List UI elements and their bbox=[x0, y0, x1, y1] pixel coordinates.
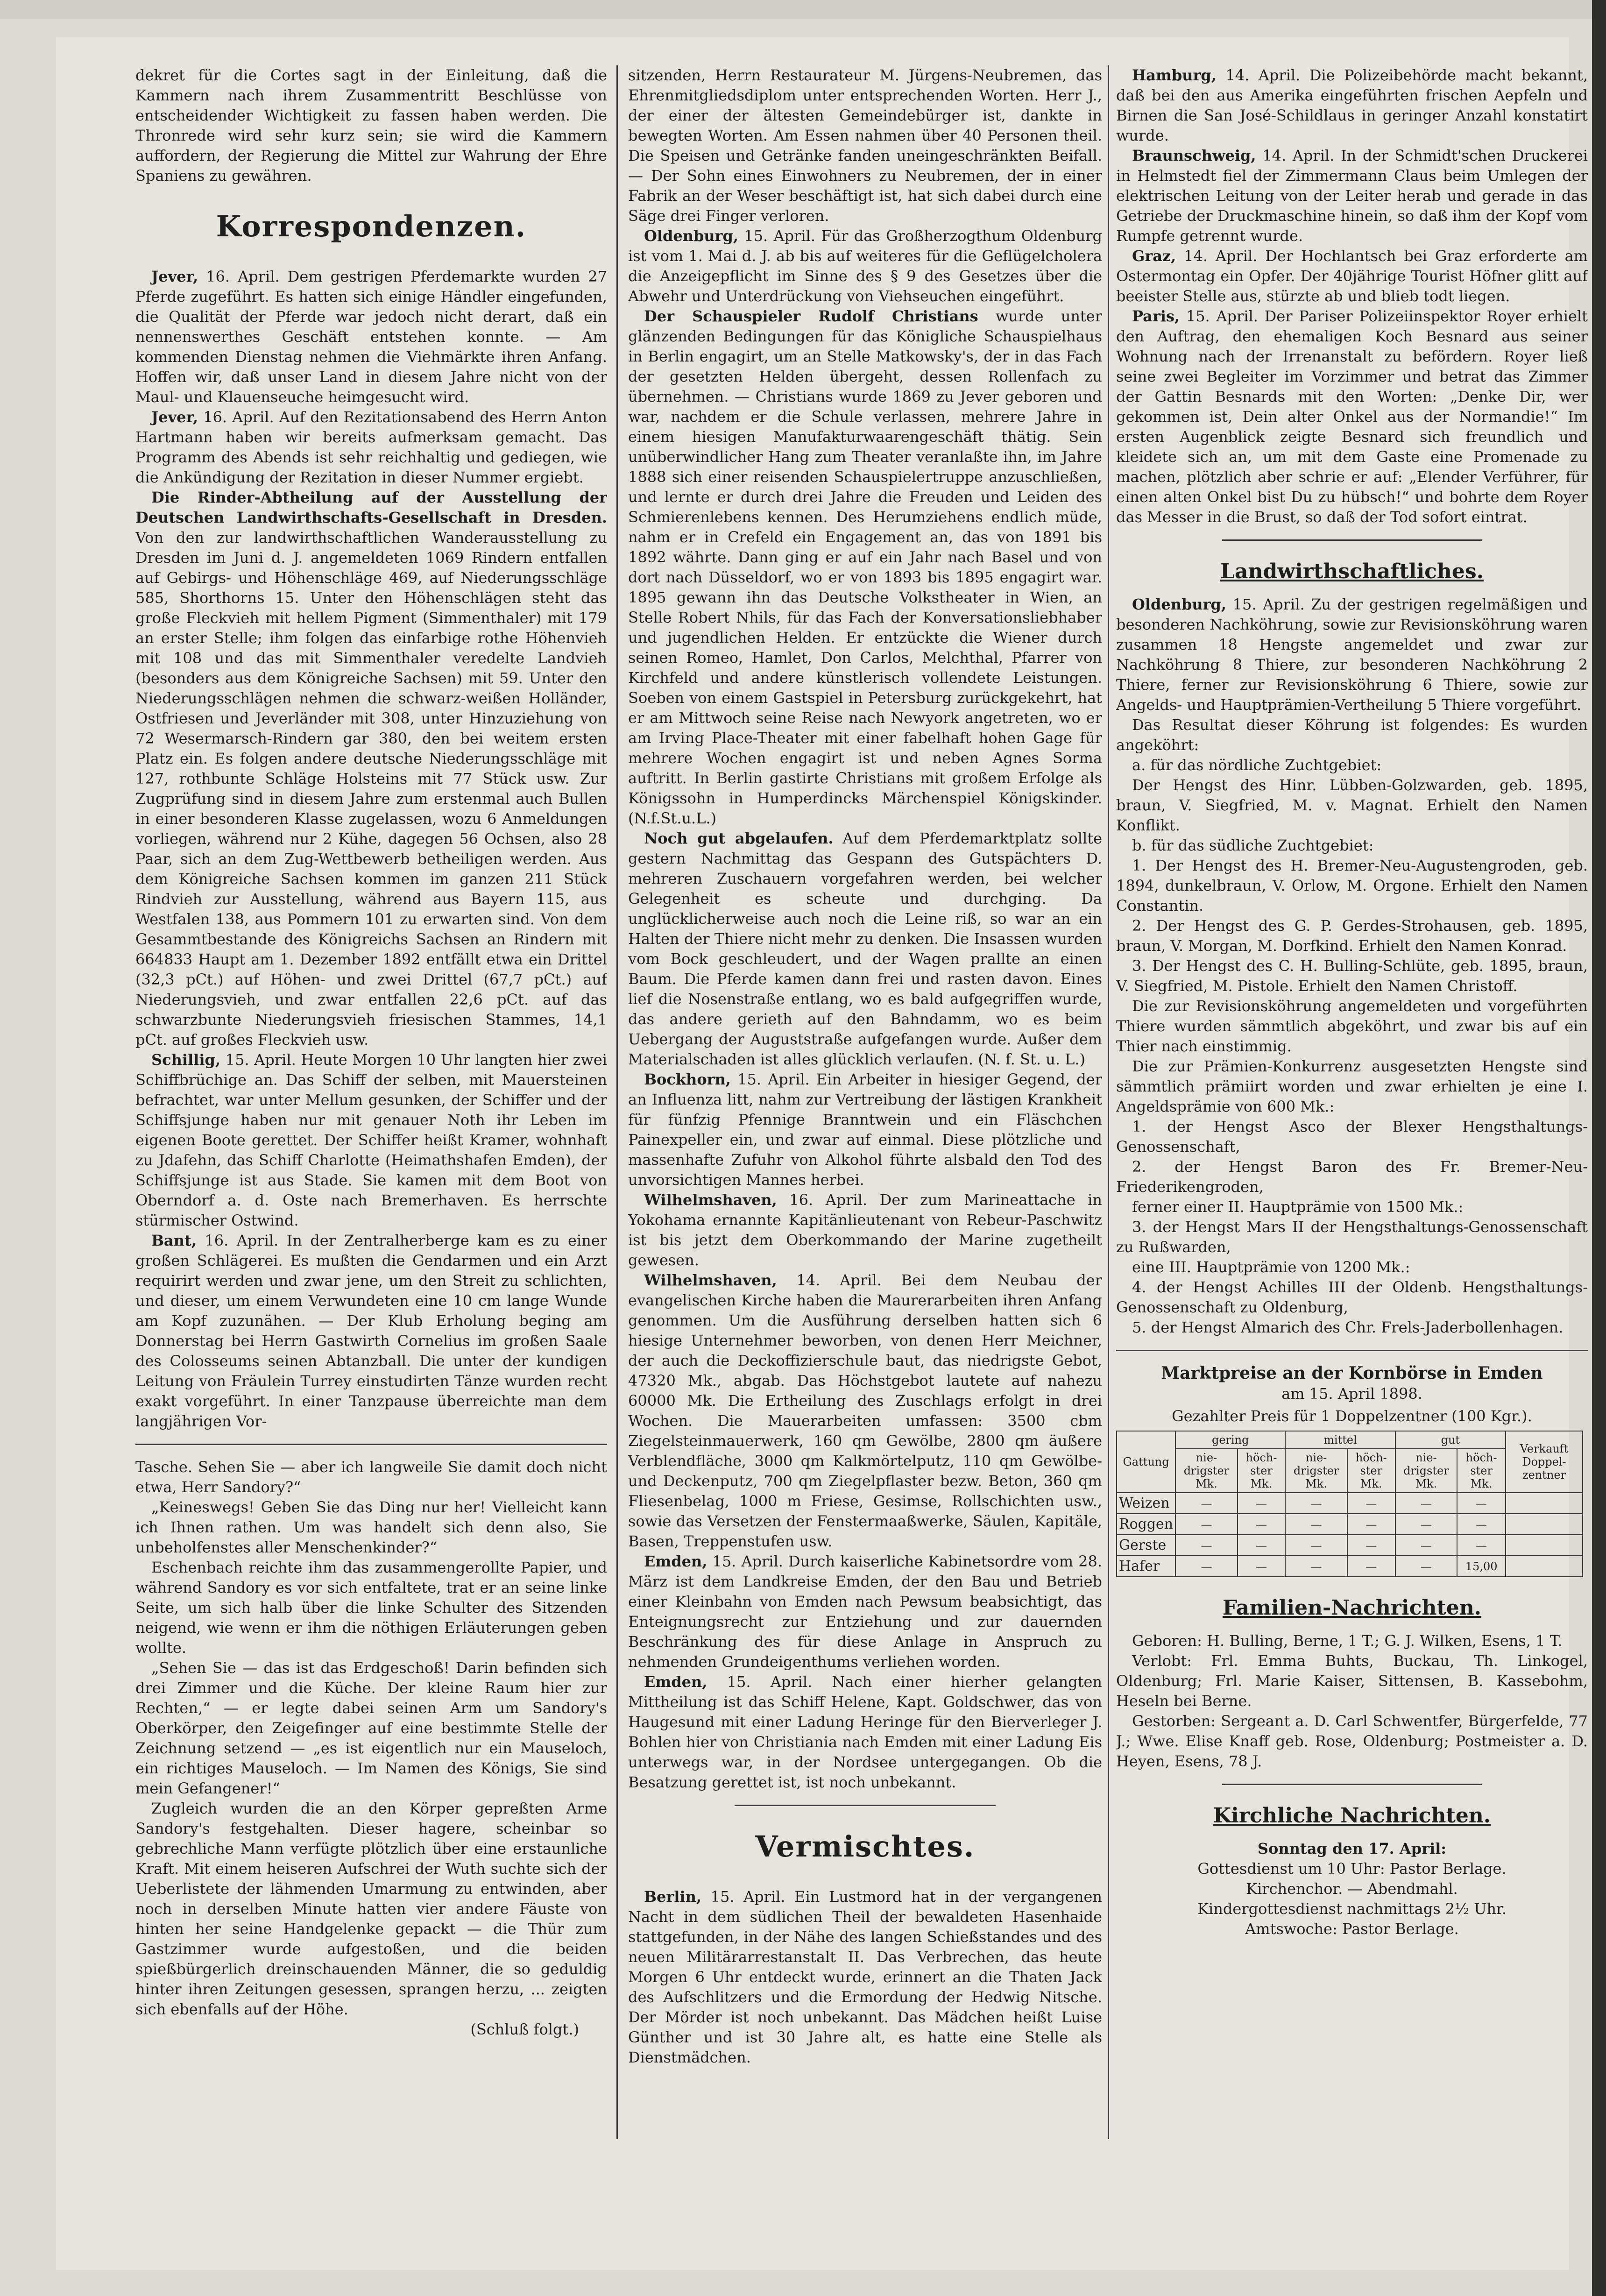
result-line: Das Resultat dieser Köhrung ist folgendes: Es wurden angeköhrt: bbox=[1116, 716, 1588, 754]
continued-note: (Schluß folgt.) bbox=[470, 2020, 579, 2038]
church-line: Gottesdienst um 10 Uhr: Pastor Berlage. bbox=[1197, 1860, 1507, 1878]
article: Emden, 15. April. Nach einer hierher gelangten Mittheilung ist das Schiff Helene, Kapt. Goldschwer, das von Haugesund mit einer Ladung Heringe für den Bierverleger J. Bohlen hier von Christiania nach Emden mit einer Ladung Eis unterwegs war, in der Nordsee untergegangen. Ob die Besatzung gerettet ist, ist noch unbekannt. bbox=[628, 1673, 1102, 1791]
family-entry: Verlobt: Frl. Emma Buhts, Buckau, Th. Linkogel, Oldenburg; Frl. Marie Kaiser, Sittensen, B. Kassebohm, Heseln bei Berne. bbox=[1116, 1652, 1588, 1710]
section-heading: Landwirthschaftliches. bbox=[1220, 560, 1484, 583]
church-line: Kindergottesdienst nachmittags 2½ Uhr. bbox=[1197, 1900, 1507, 1918]
column-3 bbox=[1116, 65, 1588, 2261]
result-line: 1. der Hengst Asco der Blexer Hengsthaltungs-Genossenschaft, bbox=[1116, 1118, 1588, 1155]
church-line: Kirchenchor. — Abendmahl. bbox=[1246, 1880, 1458, 1898]
column-rule bbox=[1108, 65, 1109, 2139]
th-high: höchster Mk. bbox=[1457, 1449, 1506, 1493]
article: Hamburg, 14. April. Die Polizeibehörde macht bekannt, daß bei den aus Amerika eingeführten frischen Aepfeln und Birnen die San José-Schildlaus in geringer Anzahl konstatirt wurde. bbox=[1116, 66, 1588, 144]
article: Wilhelmshaven, 14. April. Bei dem Neubau der evangelischen Kirche haben die Maurerarbeiten ihren Anfang genommen. Um die Ausführung derselben hatten sich 6 hiesige Unternehmer beworben, von denen Herr Meichner, der auch die Deckoffizierschule baut, das niedrigste Gebot, 47320 Mk., abgab. Das Höchstgebot lautete auf nahezu 60000 Mk. Die Ertheilung des Zuschlags erfolgt in drei Wochen. Die Mauerarbeiten umfassen: 3500 cbm Ziegelsteinmauerwerk, 160 qm Gewölbe, 2800 qm äußere Verblendfläche, 3000 qm Kalkmörtelputz, 110 qm Gewölbe- und Deckenputz, 700 qm Ziegelpflaster bezw. Beton, 360 qm Fliesenbelag, 1000 m Friese, Gesimse, Rollschichten usw., sowie das Versetzen der Fenstermaaßwerke, Säulen, Kapitäle, Basen, Treppenstufen usw. bbox=[628, 1271, 1102, 1550]
feuilleton-paragraph: Zugleich wurden die an den Körper gepreßten Arme Sandory's festgehalten. Dieser hagere, scheinbar so gebrechliche Mann verfügte plötzlich über eine erstaunliche Kraft. Mit einem heiseren Aufschrei der Wuth suchte sich der Ueberlistete der lähmenden Umarmung zu entwinden, aber noch in derselben Minute hatten vier andere Fäuste von hinten her seine Handgelenke gepackt — die Thür zum Gastzimmer wurde aufgestoßen, und die beiden spießbürgerlich dreinschauenden Männer, die so geduldig hinter ihren Zeitungen gesessen, sprangen herzu, ... zeigten sich ebenfalls auf der Höhe. bbox=[135, 1800, 607, 2018]
section-rule bbox=[1116, 1350, 1588, 1351]
result-line: 2. Der Hengst des G. P. Gerdes-Strohausen, geb. 1895, braun, V. Morgan, M. Dorfkind. Erhielt den Namen Konrad. bbox=[1116, 917, 1588, 955]
column-rule bbox=[616, 65, 618, 2139]
result-line: 3. Der Hengst des C. H. Bulling-Schlüte, geb. 1895, braun, V. Siegfried, M. Pistole. Erhielt den Namen Christoff. bbox=[1116, 957, 1588, 995]
article: Bockhorn, 15. April. Ein Arbeiter in hiesiger Gegend, der an Influenza litt, nahm zur Vertreibung der lästigen Krankheit für fünfzig Pfennige Branntwein und ein Fläschchen Painexpeller ein, und zwar auf einmal. Diese plötzliche und massenhafte Zufuhr von Alkohol führte alsbald den Tod des unvorsichtigen Mannes herbei. bbox=[628, 1070, 1102, 1189]
scan-top-edge bbox=[0, 0, 1606, 19]
intro-paragraph: dekret für die Cortes sagt in der Einleitung, daß die Kammern nach ihrem Zusammentritt Beschlüsse von entscheidender Wichtigkeit zu fassen haben werden. Die Thronrede wird sehr kurz sein; sie wird die Kammern auffordern, der Regierung die Mittel zur Wahrung der Ehre Spaniens zu gewähren. bbox=[135, 66, 607, 184]
article: Oldenburg, 15. April. Zu der gestrigen regelmäßigen und besonderen Nachköhrung, sowie zur Revisionsköhrung waren zusammen 18 Hengste angemeldet und zwar zur Nachköhrung 8 Thiere, zur besonderen Nachköhrung 2 Thiere, ferner zur Revisionsköhrung 6 Thiere, sowie zur Angelds- und Hauptprämien-Vertheilung 5 Thiere vorgeführt. bbox=[1116, 595, 1588, 714]
result-line: 1. Der Hengst des H. Bremer-Neu-Augustengroden, geb. 1894, dunkelbraun, V. Orlow, M. Orgone. Erhielt den Namen Constantin. bbox=[1116, 857, 1588, 914]
market-subtitle: Gezahlter Preis für 1 Doppelzentner (100 Kgr.). bbox=[1172, 1407, 1532, 1425]
th-low: niedrigster Mk. bbox=[1395, 1449, 1457, 1493]
scan-right-edge bbox=[1592, 0, 1606, 2296]
section-rule bbox=[735, 1805, 995, 1806]
feuilleton-rule bbox=[135, 1444, 607, 1445]
article: Oldenburg, 15. April. Für das Großherzogthum Oldenburg ist vom 1. Mai d. J. ab bis auf weiteres für die Geflügelcholera die Anzeigepflicht im Sinne des § 9 des Gesetzes über die Abwehr und Unterdrückung von Viehseuchen eingeführt. bbox=[628, 227, 1102, 305]
result-line: 2. der Hengst Baron des Fr. Bremer-Neu-Friederikengroden, bbox=[1116, 1158, 1588, 1196]
article: Jever, 16. April. Auf den Rezitationsabend des Herrn Anton Hartmann haben wir bereits aufmerksam gemacht. Das Programm des Abends ist sehr reichhaltig und gediegen, wie die Ankündigung der Rezitation in dieser Nummer ergiebt. bbox=[135, 408, 607, 486]
result-line: eine III. Hauptprämie von 1200 Mk.: bbox=[1132, 1258, 1410, 1276]
th-high: höchster Mk. bbox=[1238, 1449, 1286, 1493]
table-row: Hafer — — — — — 15,00 bbox=[1117, 1556, 1583, 1577]
section-heading: Kirchliche Nachrichten. bbox=[1213, 1804, 1491, 1828]
article: Die Rinder-Abtheilung auf der Ausstellung der Deutschen Landwirthschafts-Gesellschaft in Dresden. Von den zur landwirthschaftlichen Wanderausstellung zu Dresden im Juni d. J. angemeldeten 1069 Rindern entfallen auf Gebirgs- und Höhenschläge 469, auf Niederungsschläge 585, Shorthorns 15. Unter den Höhenschlägen steht das große Fleckvieh mit hellem Pigment (Simmenthaler) mit 179 an erster Stelle; ihm folgen das einfarbige rothe Höhenvieh mit 108 und das mit Simmenthaler veredelte Landvieh (besonders aus dem Königreiche Sachsen) mit 59. Unter den Niederungsschlägen nehmen die schwarz-weißen Holländer, Ostfriesen und Jeverländer mit 308, unter Hinzuziehung von 72 Wesermarsch-Rindern gar 380, den bei weitem ersten Platz ein. Es folgen andere deutsche Niederungsschläge mit 127, rothbunte Schläge Holsteins mit 77 Stück usw. Zur Zugprüfung sind in diesem Jahre zum erstenmal auch Bullen in einer besonderen Klasse zugelassen, wozu 6 Anmeldungen vorliegen, während nur 2 Kühe, dagegen 56 Ochsen, also 28 Paar, sich an dem Zug-Wettbewerb betheiligen werden. Aus dem Königreiche Sachsen kommen im ganzen 211 Stück Rindvieh zur Ausstellung, während aus Bayern 115, aus Westfalen 138, aus Pommern 101 zu erwarten sind. Von dem Gesammtbestande des Königreichs Sachsen an Rindern mit 664833 Haupt am 1. Dezember 1892 entfällt etwa ein Drittel (32,3 pCt.) auf Höhen- und zwei Drittel (67,7 pCt.) auf Niederungsvieh, und zwar entfallen 22,6 pCt. auf das schwarzbunte Niederungsvieh friesischen Stammes, 14,1 pCt. auf großes Fleckvieh usw. bbox=[135, 489, 607, 1049]
column-1 bbox=[135, 65, 607, 2261]
section-heading: Familien-Nachrichten. bbox=[1222, 1596, 1482, 1620]
church-subheading: Sonntag den 17. April: bbox=[1257, 1840, 1447, 1857]
th-verkauft: Verkauft Doppelzentner bbox=[1506, 1431, 1583, 1493]
article: Noch gut abgelaufen. Auf dem Pferdemarktplatz sollte gestern Nachmittag das Gespann des Gutspächters D. mehreren Zuschauern vorgefahren werden, bei welcher Gelegenheit es scheute und durchging. Da unglücklicherweise auch noch die Leine riß, so war an ein Halten der Thiere nicht mehr zu denken. Die Insassen wurden vom Bock geschleudert, und der Wagen prallte an einen Baum. Die Pferde kamen dann frei und rasten davon. Eines lief die Nosenstraße entlang, wo es bald aufgegriffen wurde, das andere gerieth auf den Bahndamm, wo es beim Uebergang der Auguststraße aufgefangen wurde. Außer dem Materialschaden ist alles glücklich verlaufen. (N. f. St. u. L.) bbox=[628, 829, 1102, 1068]
th-gering: gering bbox=[1175, 1431, 1285, 1449]
section-rule bbox=[1222, 1784, 1482, 1785]
result-line: Die zur Revisionsköhrung angemeldeten und vorgeführten Thiere wurden sämmtlich abgeköhrt, und zwar bis auf ein Thier nach einstimmig. bbox=[1116, 997, 1588, 1055]
article: Berlin, 15. April. Ein Lustmord hat in der vergangenen Nacht in dem südlichen Theil der bewaldeten Hasenhaide stattgefunden, in der Nähe des langen Schießstandes und des neuen Militärarrestanstalt II. Das Verbrechen, das heute Morgen 6 Uhr entdeckt wurde, erinnert an die Thaten Jack des Aufschlitzers und die Ermordung der Hedwig Nitsche. Der Mörder ist noch unbekannt. Das Mädchen heißt Luise Günther und ist 30 Jahre alt, es hatte eine Stelle als Dienstmädchen. bbox=[628, 1888, 1102, 2066]
article: Graz, 14. April. Der Hochlantsch bei Graz erforderte am Ostermontag ein Opfer. Der 40jährige Tourist Höfner glitt auf beeister Stelle aus, stürzte ab und blieb todt liegen. bbox=[1116, 247, 1588, 305]
market-date: am 15. April 1898. bbox=[1281, 1385, 1422, 1403]
th-gut: gut bbox=[1395, 1431, 1506, 1449]
feuilleton-paragraph: „Sehen Sie — das ist das Erdgeschoß! Darin befinden sich drei Zimmer und die Küche. Der kleine Raum hier zur Rechten,“ — er legte dabei seinen Arm um Sandory's Oberkörper, den Zeigefinger auf eine bestimmte Stelle der Zeichnung setzend — „es ist eigentlich nur ein Mauseloch, ein richtiges Mauseloch. — Im Namen des Königs, Sie sind mein Gefangener!“ bbox=[135, 1659, 607, 1797]
th-mittel: mittel bbox=[1285, 1431, 1395, 1449]
result-line: Der Hengst des Hinr. Lübben-Golzwarden, geb. 1895, braun, V. Siegfried, M. v. Magnat. Erhielt den Namen Konflikt. bbox=[1116, 776, 1588, 834]
column-2 bbox=[628, 65, 1102, 2261]
result-line: Die zur Prämien-Konkurrenz ausgesetzten Hengste sind sämmtlich prämiirt worden und zwar erhielten je eine I. Angeldsprämie von 600 Mk.: bbox=[1116, 1057, 1588, 1115]
result-line: a. für das nördliche Zuchtgebiet: bbox=[1132, 756, 1382, 774]
feuilleton-paragraph: Eschenbach reichte ihm das zusammengerollte Papier, und während Sandory es vor sich entfaltete, trat er an seine linke Seite, um sich halb über die linke Schulter des Sitzenden neigend, wie wenn er ihm die nöthigen Erläuterungen geben wollte. bbox=[135, 1559, 607, 1657]
article: Der Schauspieler Rudolf Christians wurde unter glänzenden Bedingungen für das Königliche Schauspielhaus in Berlin engagirt, um an Stelle Matkowsky's, der in das Fach der gesetzten Helden übergeht, dessen Rollenfach zu übernehmen. — Christians wurde 1869 zu Jever geboren und war, nachdem er die Schule verlassen, mehrere Jahre in einem hiesigen Manufakturwaarengeschäft thätig. Sein unüberwindlicher Hang zum Theater veranlaßte ihn, im Jahre 1888 sich einer reisenden Schauspielertruppe anzuschließen, und lernte er durch drei Jahre die Freuden und Leiden des Schmierenlebens kennen. Des Herumziehens endlich müde, nahm er in Crefeld ein Engagement an, das von 1891 bis 1892 währte. Dann ging er auf ein Jahr nach Basel und von dort nach Düsseldorf, wo er von 1893 bis 1895 engagirt war. 1895 gewann ihn das Deutsche Volkstheater in Wien, an Stelle Robert Nhils, für das Fach der Konversationsliebhaber und jugendlichen Helden. Er entzückte die Wiener durch seinen Romeo, Hamlet, Don Carlos, Melchthal, Pfarrer von Kirchfeld und andere künstlerisch vollendete Leistungen. Soeben von einem Gastspiel in Petersburg zurückgekehrt, hat er am Mittwoch seine Reise nach Newyork angetreten, wo er am Irving Place-Theater mit einer fabelhaft hohen Gage für mehrere Wochen engagirt ist und neben Agnes Sorma auftritt. In Berlin gastirte Christians mit großem Erfolge als Königssohn in Humperdincks Märchenspiel Königskinder. (N.f.St.u.L.) bbox=[628, 307, 1102, 827]
result-line: 3. der Hengst Mars II der Hengsthaltungs-Genossenschaft zu Rußwarden, bbox=[1116, 1218, 1588, 1256]
th-low: niedrigster Mk. bbox=[1175, 1449, 1238, 1493]
feuilleton-paragraph: Tasche. Sehen Sie — aber ich langweile Sie damit doch nicht etwa, Herr Sandory?“ bbox=[135, 1458, 607, 1496]
article: Bant, 16. April. In der Zentralherberge kam es zu einer großen Schlägerei. Es mußten die Gendarmen und ein Arzt requirirt werden und zwar jene, um den Streit zu schlichten, und dieser, um einem Verwundeten eine 10 cm lange Wunde am Kopf zuzunähen. — Der Klub Erholung beging am Donnerstag bei Herrn Gastwirth Cornelius im großen Saale des Colosseums seinen Abtanzball. Die unter der kundigen Leitung von Fräulein Turrey einstudirten Tänze wurden recht exakt vorgeführt. In einer Tanzpause überreichte man dem langjährigen Vor- bbox=[135, 1232, 607, 1430]
article: Jever, 16. April. Dem gestrigen Pferdemarkte wurden 27 Pferde zugeführt. Es hatten sich einige Händler eingefunden, die Qualität der Pferde war jedoch nicht derart, daß ein nennenswerthes Geschäft entstehen konnte. — Am kommenden Dienstag nehmen die Viehmärkte ihren Anfang. Hoffen wir, daß unser Land in diesem Jahre nicht von der Maul- und Klauenseuche heimgesucht wird. bbox=[135, 268, 607, 406]
th-low: niedrigster Mk. bbox=[1285, 1449, 1347, 1493]
article: Schillig, 15. April. Heute Morgen 10 Uhr langten hier zwei Schiffbrüchige an. Das Schiff der selben, mit Mauersteinen befrachtet, war unter Mellum gesunken, der Schiffer und der Schiffsjunge haben nur mit genauer Noth ihr Leben im eigenen Boote gerettet. Der Schiffer heißt Kramer, wohnhaft zu Jdafehn, das Schiff Charlotte (Heimathshafen Emden), der Schiffsjunge ist aus Stade. Sie kamen mit dem Boot von Oberndorf a. d. Oste nach Bremerhaven. Es herrschte stürmischer Ostwind. bbox=[135, 1051, 607, 1229]
article: Wilhelmshaven, 16. April. Der zum Marineattache in Yokohama ernannte Kapitänlieutenant von Rebeur-Paschwitz ist bis jetzt dem Oberkommando der Marine zugetheilt gewesen. bbox=[628, 1191, 1102, 1269]
table-row: Gerste — — — — — — bbox=[1117, 1535, 1583, 1556]
market-title: Marktpreise an der Kornbörse in Emden bbox=[1161, 1363, 1543, 1383]
family-entry: Geboren: H. Bulling, Berne, 1 T.; G. J. Wilken, Esens, 1 T. bbox=[1132, 1632, 1563, 1650]
article: Paris, 15. April. Der Pariser Polizeiinspektor Royer erhielt den Auftrag, den ehemaligen Koch Besnard aus seiner Wohnung nach der Irrenanstalt zu befördern. Royer ließ seine zwei Begleiter im Vorzimmer und betrat das Zimmer der Gattin Besnards mit den Worten: „Denke Dir, wer gekommen ist, Dein alter Onkel aus der Normandie!“ Im ersten Augenblick zeigte Besnard sich freundlich und kleidete sich an, um mit dem Gaste eine Promenade zu machen, plötzlich aber schrie er auf: „Elender Verführer, für einen alten Onkel bist Du zu hübsch!“ und bohrte dem Royer das Messer in die Brust, so daß der Tod sofort eintrat. bbox=[1116, 307, 1588, 526]
th-high: höchster Mk. bbox=[1347, 1449, 1395, 1493]
intro-paragraph: sitzenden, Herrn Restaurateur M. Jürgens-Neubremen, das Ehrenmitgliedsdiplom unter entsprechenden Worten. Herr J., der einer der ältesten Gemeindebürger ist, dankte in bewegten Worten. Am Essen nahmen über 40 Personen theil. Die Speisen und Getränke fanden uneingeschränkten Beifall. — Der Sohn eines Einwohners zu Neubremen, der in einer Fabrik an der Weser beschäftigt ist, hat sich dabei durch eine Säge drei Finger verloren. bbox=[628, 66, 1102, 225]
church-line: Amtswoche: Pastor Berlage. bbox=[1245, 1920, 1459, 1938]
section-rule bbox=[1222, 539, 1482, 541]
feuilleton-paragraph: „Keineswegs! Geben Sie das Ding nur her! Vielleicht kann ich Ihnen rathen. Um was handelt sich denn also, Sie unbeholfenstes aller Menschenkinder?“ bbox=[135, 1498, 607, 1556]
result-line: 4. der Hengst Achilles III der Oldenb. Hengsthaltungs-Genossenschaft zu Oldenburg, bbox=[1116, 1278, 1588, 1316]
family-entry: Gestorben: Sergeant a. D. Carl Schwentfer, Bürgerfelde, 77 J.; Wwe. Elise Knaff geb. Rose, Oldenburg; Postmeister a. D. Heyen, Esens, 78 J. bbox=[1116, 1712, 1588, 1770]
result-line: b. für das südliche Zuchtgebiet: bbox=[1132, 836, 1374, 854]
result-line: ferner einer II. Hauptprämie von 1500 Mk.: bbox=[1132, 1198, 1464, 1216]
section-heading: Korrespondenzen. bbox=[216, 209, 527, 243]
article: Braunschweig, 14. April. In der Schmidt'schen Druckerei in Helmstedt fiel der Zimmermann Claus beim Umlegen der elektrischen Leitung von der Leiter herab und gerade in das Getriebe der Druckmaschine hinein, so daß ihm der Kopf vom Rumpfe getrennt wurde. bbox=[1116, 147, 1588, 245]
result-line: 5. der Hengst Almarich des Chr. Frels-Jaderbollenhagen. bbox=[1132, 1318, 1564, 1336]
th-gattung: Gattung bbox=[1117, 1431, 1175, 1493]
section-heading: Vermischtes. bbox=[755, 1829, 975, 1864]
article: Emden, 15. April. Durch kaiserliche Kabinetsordre vom 28. März ist dem Landkreise Emden, der den Bau und Betrieb einer Kleinbahn von Emden nach Pewsum beabsichtigt, das Enteignungsrecht zur Entziehung und zur dauernden Beschränkung des für diese Anlage in Anspruch zu nehmenden Grundeigenthums verliehen worden. bbox=[628, 1552, 1102, 1671]
table-row: Roggen — — — — — — bbox=[1117, 1514, 1583, 1535]
table-row: Weizen — — — — — — bbox=[1117, 1493, 1583, 1514]
market-price-table bbox=[1116, 1431, 1583, 1577]
